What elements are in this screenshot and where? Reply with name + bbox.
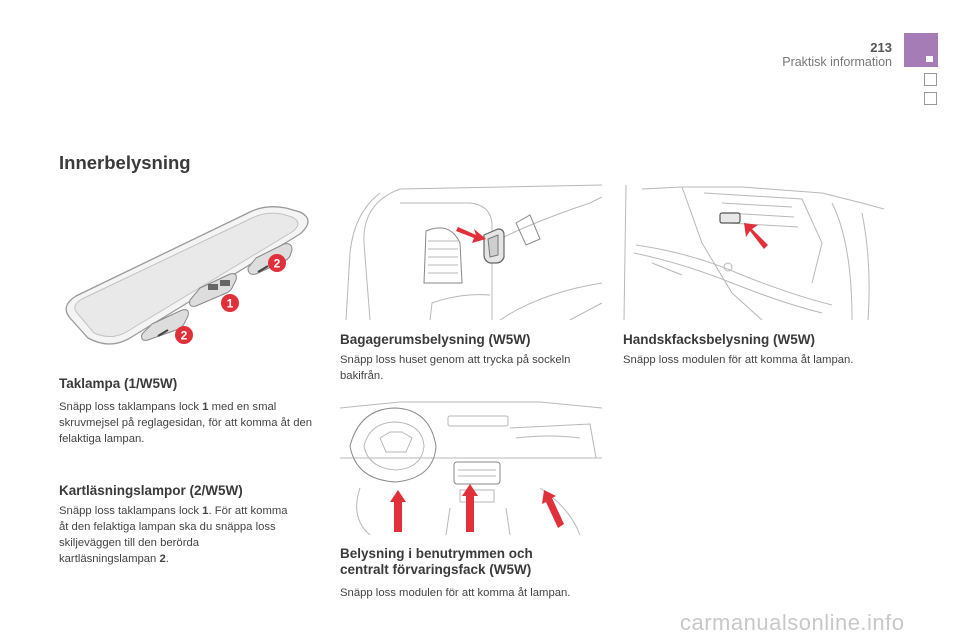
callout-2-lower: 2	[180, 328, 188, 343]
chapter-box-2	[924, 92, 937, 105]
text-benutrymmen: Snäpp loss modulen för att komma åt lampan.	[340, 587, 571, 599]
dashboard-illustration	[340, 398, 602, 535]
section-label: Praktisk information	[782, 55, 892, 69]
chapter-tab-marker	[926, 56, 933, 62]
callout-2-upper: 2	[273, 256, 281, 271]
text-bagagerum: Snäpp loss huset genom att trycka på sockeln bakifrån.	[340, 354, 571, 382]
trunk-illustration	[340, 183, 602, 320]
heading-benutrymmen: Belysning i benutrymmen och centralt förvaringsfack (W5W)	[340, 546, 533, 577]
page-number: 213	[870, 40, 892, 55]
page-title: Innerbelysning	[59, 152, 191, 173]
text-handskfack: Snäpp loss modulen för att komma åt lampan.	[623, 354, 854, 366]
chapter-box-1	[924, 73, 937, 86]
heading-handskfack: Handskfacksbelysning (W5W)	[623, 332, 816, 347]
ceiling-lamp-illustration	[60, 200, 320, 350]
callout-1: 1	[226, 296, 234, 311]
heading-kartlasning: Kartläsningslampor (2/W5W)	[59, 483, 243, 498]
text-taklampa: Snäpp loss taklampans lock 1 med en smal skruvmejsel på reglagesidan, för att komma åt den felaktiga lampan.	[59, 401, 313, 445]
glovebox-illustration	[622, 183, 884, 320]
heading-bagagerum: Bagagerumsbelysning (W5W)	[340, 332, 531, 347]
watermark: carmanualsonline.info	[680, 610, 905, 635]
heading-taklampa: Taklampa (1/W5W)	[59, 376, 178, 391]
text-kartlasning: Snäpp loss taklampans lock 1. För att komma åt den felaktiga lampan ska du snäppa loss skiljeväggen till den berörda kartläsningslampan 2.	[59, 505, 288, 565]
